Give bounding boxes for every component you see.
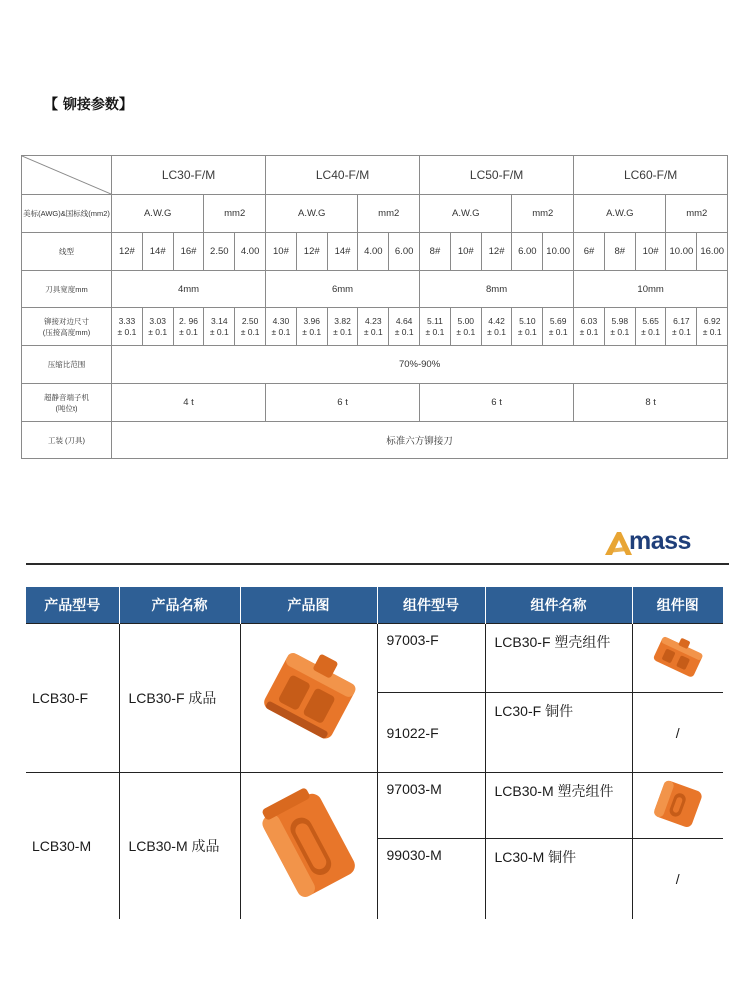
table-corner-cell [22, 156, 112, 195]
header-product-model: 产品型号 [26, 587, 119, 624]
orange-connector-female-icon [253, 645, 365, 749]
model-header-lc30: LC30-F/M [112, 156, 266, 195]
product-name-cell: LCB30-F 成品 [119, 624, 240, 773]
component-name-cell: LCB30-M 塑壳组件 [485, 773, 632, 839]
crimp-cell: 6.03 ± 0.1 [574, 308, 605, 346]
crimp-row-label [22, 308, 112, 346]
crimp-label-line1: 铆接对边尺寸 [44, 316, 89, 326]
wire-cell: 4.00 [235, 233, 266, 271]
machine-lc60: 8 t [574, 384, 728, 422]
wire-cell: 16.00 [697, 233, 728, 271]
crimp-cell: 4.64 ± 0.1 [389, 308, 420, 346]
wire-cell: 14# [142, 233, 173, 271]
crimp-cell: 6.17 ± 0.1 [666, 308, 697, 346]
mm2-header: mm2 [666, 195, 728, 233]
component-image-cell: / [632, 693, 723, 773]
machine-lc40: 6 t [266, 384, 420, 422]
component-part-cell: 97003-F [377, 624, 485, 693]
model-header-lc40: LC40-F/M [266, 156, 420, 195]
model-header-lc50: LC50-F/M [420, 156, 574, 195]
crimp-cell: 3.14 ± 0.1 [204, 308, 235, 346]
diagonal-line [22, 156, 111, 194]
wire-cell: 10.00 [543, 233, 574, 271]
wire-cell: 10# [635, 233, 666, 271]
machine-label-line1: 超静音端子机 [44, 392, 89, 402]
tool-value: 标准六方铆接刀 [112, 422, 728, 459]
component-part-cell: 97003-M [377, 773, 485, 839]
crimp-cell: 3.03 ± 0.1 [142, 308, 173, 346]
crimp-cell: 5.10 ± 0.1 [512, 308, 543, 346]
header-product-image: 产品图 [240, 587, 377, 624]
amass-logo [603, 526, 715, 558]
wire-cell: 16# [173, 233, 204, 271]
component-name-cell: LCB30-F 塑壳组件 [485, 624, 632, 693]
ratio-row-label: 压缩比范围 [22, 346, 112, 384]
wire-cell: 2.50 [204, 233, 235, 271]
wire-row-label: 线型 [22, 233, 112, 271]
crimp-cell: 4.30 ± 0.1 [266, 308, 297, 346]
orange-housing-m-icon [648, 779, 708, 829]
mm2-header: mm2 [204, 195, 266, 233]
component-part-cell: 91022-F [377, 693, 485, 773]
wire-cell: 4.00 [358, 233, 389, 271]
blade-width-lc30: 4mm [112, 271, 266, 308]
crimp-cell: 5.00 ± 0.1 [450, 308, 481, 346]
blade-width-lc50: 8mm [420, 271, 574, 308]
crimp-cell: 2.50 ± 0.1 [235, 308, 266, 346]
product-name-cell: LCB30-M 成品 [119, 773, 240, 920]
machine-lc30: 4 t [112, 384, 266, 422]
crimp-cell: 5.65 ± 0.1 [635, 308, 666, 346]
component-name-cell: LC30-M 铜件 [485, 839, 632, 920]
product-table [26, 587, 723, 919]
component-part-cell: 99030-M [377, 839, 485, 920]
crimp-label-line2: (压接高度mm) [42, 327, 91, 337]
crimp-cell: 3.82 ± 0.1 [327, 308, 358, 346]
header-rule [26, 563, 729, 565]
wire-cell: 8# [604, 233, 635, 271]
blade-row-label: 刀具宽度mm [22, 271, 112, 308]
crimp-cell: 5.11 ± 0.1 [420, 308, 451, 346]
wire-cell: 10.00 [666, 233, 697, 271]
awg-header: A.W.G [112, 195, 204, 233]
component-image-cell [632, 624, 723, 693]
orange-connector-male-icon [253, 786, 365, 904]
product-image-cell [240, 773, 377, 920]
machine-lc50: 6 t [420, 384, 574, 422]
crimp-cell: 3.96 ± 0.1 [296, 308, 327, 346]
section-title: 【 铆接参数】 [44, 97, 133, 113]
machine-row-label [22, 384, 112, 422]
wire-cell: 6.00 [512, 233, 543, 271]
component-name-cell: LC30-F 铜件 [485, 693, 632, 773]
product-image-cell [240, 624, 377, 773]
blade-width-lc40: 6mm [266, 271, 420, 308]
wire-cell: 14# [327, 233, 358, 271]
header-product-name: 产品名称 [119, 587, 240, 624]
wire-cell: 6.00 [389, 233, 420, 271]
crimp-cell: 2. 96 ± 0.1 [173, 308, 204, 346]
unit-row-label: 美标(AWG)&国标线(mm2) [22, 195, 112, 233]
header-component-image: 组件图 [632, 587, 723, 624]
crimp-cell: 5.69 ± 0.1 [543, 308, 574, 346]
ratio-value: 70%-90% [112, 346, 728, 384]
product-model-cell: LCB30-M [26, 773, 119, 920]
wire-cell: 10# [266, 233, 297, 271]
header-component-model: 组件型号 [377, 587, 485, 624]
crimp-cell: 5.98 ± 0.1 [604, 308, 635, 346]
logo-text: mass [629, 527, 691, 555]
wire-cell: 6# [574, 233, 605, 271]
awg-header: A.W.G [574, 195, 666, 233]
awg-header: A.W.G [420, 195, 512, 233]
crimp-cell: 4.23 ± 0.1 [358, 308, 389, 346]
crimp-cell: 6.92 ± 0.1 [697, 308, 728, 346]
wire-cell: 10# [450, 233, 481, 271]
crimp-cell: 4.42 ± 0.1 [481, 308, 512, 346]
wire-cell: 12# [296, 233, 327, 271]
header-component-name: 组件名称 [485, 587, 632, 624]
product-model-cell: LCB30-F [26, 624, 119, 773]
crimp-parameter-table [21, 155, 728, 459]
mm2-header: mm2 [512, 195, 574, 233]
blade-width-lc60: 10mm [574, 271, 728, 308]
awg-header: A.W.G [266, 195, 358, 233]
wire-cell: 8# [420, 233, 451, 271]
wire-cell: 12# [112, 233, 143, 271]
tool-row-label: 工装 (刀具) [22, 422, 112, 459]
model-header-lc60: LC60-F/M [574, 156, 728, 195]
component-image-cell [632, 773, 723, 839]
component-image-cell: / [632, 839, 723, 920]
wire-cell: 12# [481, 233, 512, 271]
orange-housing-f-icon [648, 636, 708, 678]
mm2-header: mm2 [358, 195, 420, 233]
crimp-cell: 3.33 ± 0.1 [112, 308, 143, 346]
machine-label-line2: (吨位t) [55, 403, 78, 413]
